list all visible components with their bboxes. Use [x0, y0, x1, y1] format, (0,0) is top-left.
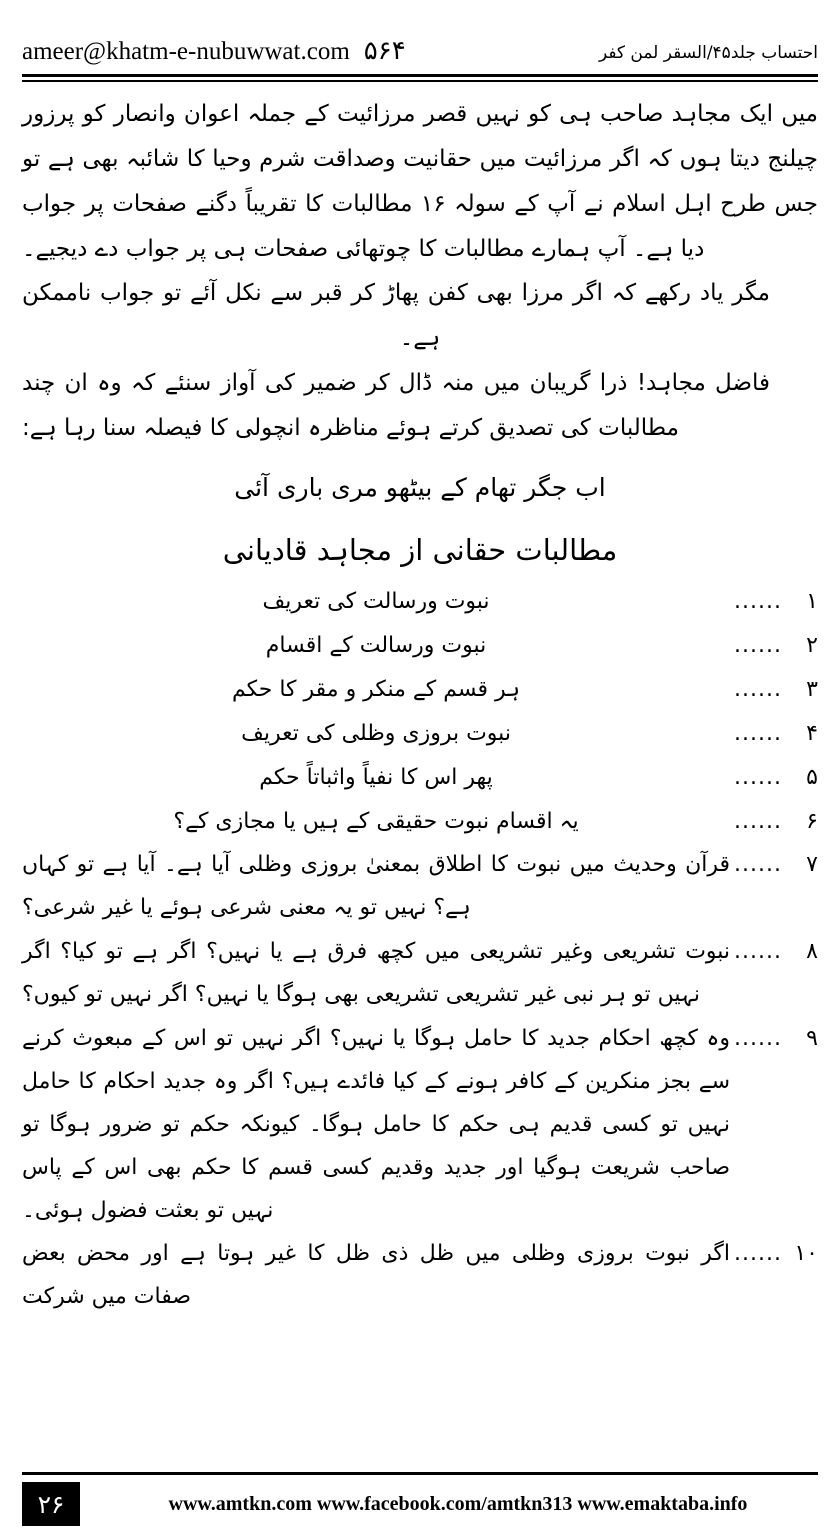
list-item-number: ۸ [806, 939, 818, 965]
list-item-text: وہ کچھ احکام جدید کا حامل ہوگا یا نہیں؟ اگر نہیں تو اس کے مبعوث کرنے سے بجز منکرین کے کافر ہونے کے کیا فائدے ہیں؟ اگر وہ جدید احکام کا حامل نہیں تو کسی قدیم ہی حکم کا حامل ہوگا۔ کیونکہ حکم تو ضرور ہوگا تو صاحب شریعت ہوگیا اور جدید وقدیم کسی قسم کا حکم بھی اس کے پاس نہیں تو بعثت فضول ہوئی۔ [22, 1025, 731, 1223]
list-item-dots: ...... [734, 764, 782, 790]
list-item-dots: ...... [734, 632, 782, 658]
list-item-number: ۲ [806, 632, 818, 658]
list-item-number: ۹ [806, 1025, 818, 1051]
folio-number: ۲۶ [22, 1482, 80, 1526]
list-item-number: ۶ [806, 808, 818, 834]
list-item-number: ۵ [806, 764, 818, 790]
paragraph-3: فاضل مجاہد! ذرا گریبان میں منہ ڈال کر ضمیر کی آواز سنئے کہ وہ ان چند مطالبات کی تصدیق کرتے ہوئے مناظرہ انچولی کا فیصلہ سنا رہا ہے: [22, 370, 770, 441]
list-item-dots: ...... [734, 1025, 782, 1051]
page-header [22, 0, 818, 66]
list-item-dots: ...... [734, 852, 782, 878]
list-item-text: قرآن وحدیث میں نبوت کا اطلاق بمعنیٰ بروزی وظلی آیا ہے۔ آیا ہے تو کہاں ہے؟ نہیں تو یہ معنی شرعی ہوئے یا غیر شرعی؟ [22, 852, 731, 921]
list-item-number: ۱ [806, 589, 818, 615]
header-left-group [22, 36, 406, 66]
footer-row [22, 1475, 818, 1533]
footer-links[interactable]: www.amtkn.com www.facebook.com/amtkn313 www.emaktaba.info [168, 1492, 748, 1515]
list-item [22, 801, 818, 844]
list-item-text: ہر قسم کے منکر و مقر کا حکم [231, 676, 521, 702]
list-item-text: یہ اقسام نبوت حقیقی کے ہیں یا مجازی کے؟ [173, 808, 579, 834]
demands-list [22, 581, 818, 1319]
list-item-text: نبوت بروزی وظلی کی تعریف [241, 720, 511, 746]
list-item-text: نبوت ورسالت کی تعریف [262, 589, 490, 615]
page-footer [0, 1472, 840, 1540]
contact-email: ameer@khatm-e-nubuwwat.com [22, 38, 350, 65]
book-reference: احتساب جلد۴۵/السقر لمن كفر [598, 43, 818, 63]
list-item-dots: ...... [734, 1241, 782, 1267]
list-item [22, 844, 818, 930]
list-item [22, 757, 818, 800]
list-item [22, 625, 818, 668]
list-item [22, 931, 818, 1017]
paragraph-2: مگر یاد رکھے کہ اگر مرزا بھی کفن پھاڑ کر قبر سے نکل آئے تو جواب ناممکن ہے۔ [22, 280, 770, 352]
list-item [22, 581, 818, 624]
list-item-number: ۱۰ [794, 1241, 818, 1267]
list-item [22, 669, 818, 712]
page-number-top: ۵۶۴ [363, 36, 406, 66]
list-item-text: اگر نبوت بروزی وظلی میں ظل ذی ظل کا غیر ہوتا ہے اور محض بعض صفات میں شرکت [22, 1241, 731, 1310]
list-item-number: ۴ [806, 720, 818, 746]
list-item [22, 1233, 818, 1319]
list-item-number: ۳ [806, 676, 818, 702]
list-item-text: پھر اس کا نفیاً واثباتاً حکم [259, 764, 493, 790]
list-item-dots: ...... [734, 720, 782, 746]
page-body [22, 82, 818, 1319]
list-item-text: نبوت ورسالت کے اقسام [265, 632, 487, 658]
list-item [22, 713, 818, 756]
list-item-dots: ...... [734, 589, 782, 615]
list-item-dots: ...... [734, 939, 782, 965]
section-title: مطالبات حقانی از مجاہد قادیانی [222, 532, 618, 567]
list-item-dots: ...... [734, 676, 782, 702]
couplet-verse: اب جگر تھام کے بیٹھو مری باری آئی [234, 472, 606, 502]
list-item-dots: ...... [734, 808, 782, 834]
list-item-text: نبوت تشریعی وغیر تشریعی میں کچھ فرق ہے یا نہیں؟ اگر ہے تو کیا؟ اگر نہیں تو ہر نبی غیر تشریعی تشریعی بھی ہوگا یا نہیں؟ اگر نہیں تو کیوں؟ [22, 939, 731, 1008]
paragraph-1: میں ایک مجاہد صاحب ہی کو نہیں قصر مرزائیت کے جملہ اعوان وانصار کو پرزور چیلنج دیتا ہوں کہ اگر مرزائیت میں حقانیت وصداقت شرم وحیا کا شائبہ بھی ہے تو جس طرح اہل اسلام نے آپ کے سولہ ۱۶ مطالبات کا تقریباً دگنے صفحات پر جواب دیا ہے۔ آپ ہمارے مطالبات کا چوتھائی صفحات ہی پر جواب دے دیجیے۔ [22, 101, 818, 262]
header-divider-thick [22, 74, 818, 77]
list-item-number: ۷ [806, 852, 818, 878]
list-item [22, 1018, 818, 1232]
